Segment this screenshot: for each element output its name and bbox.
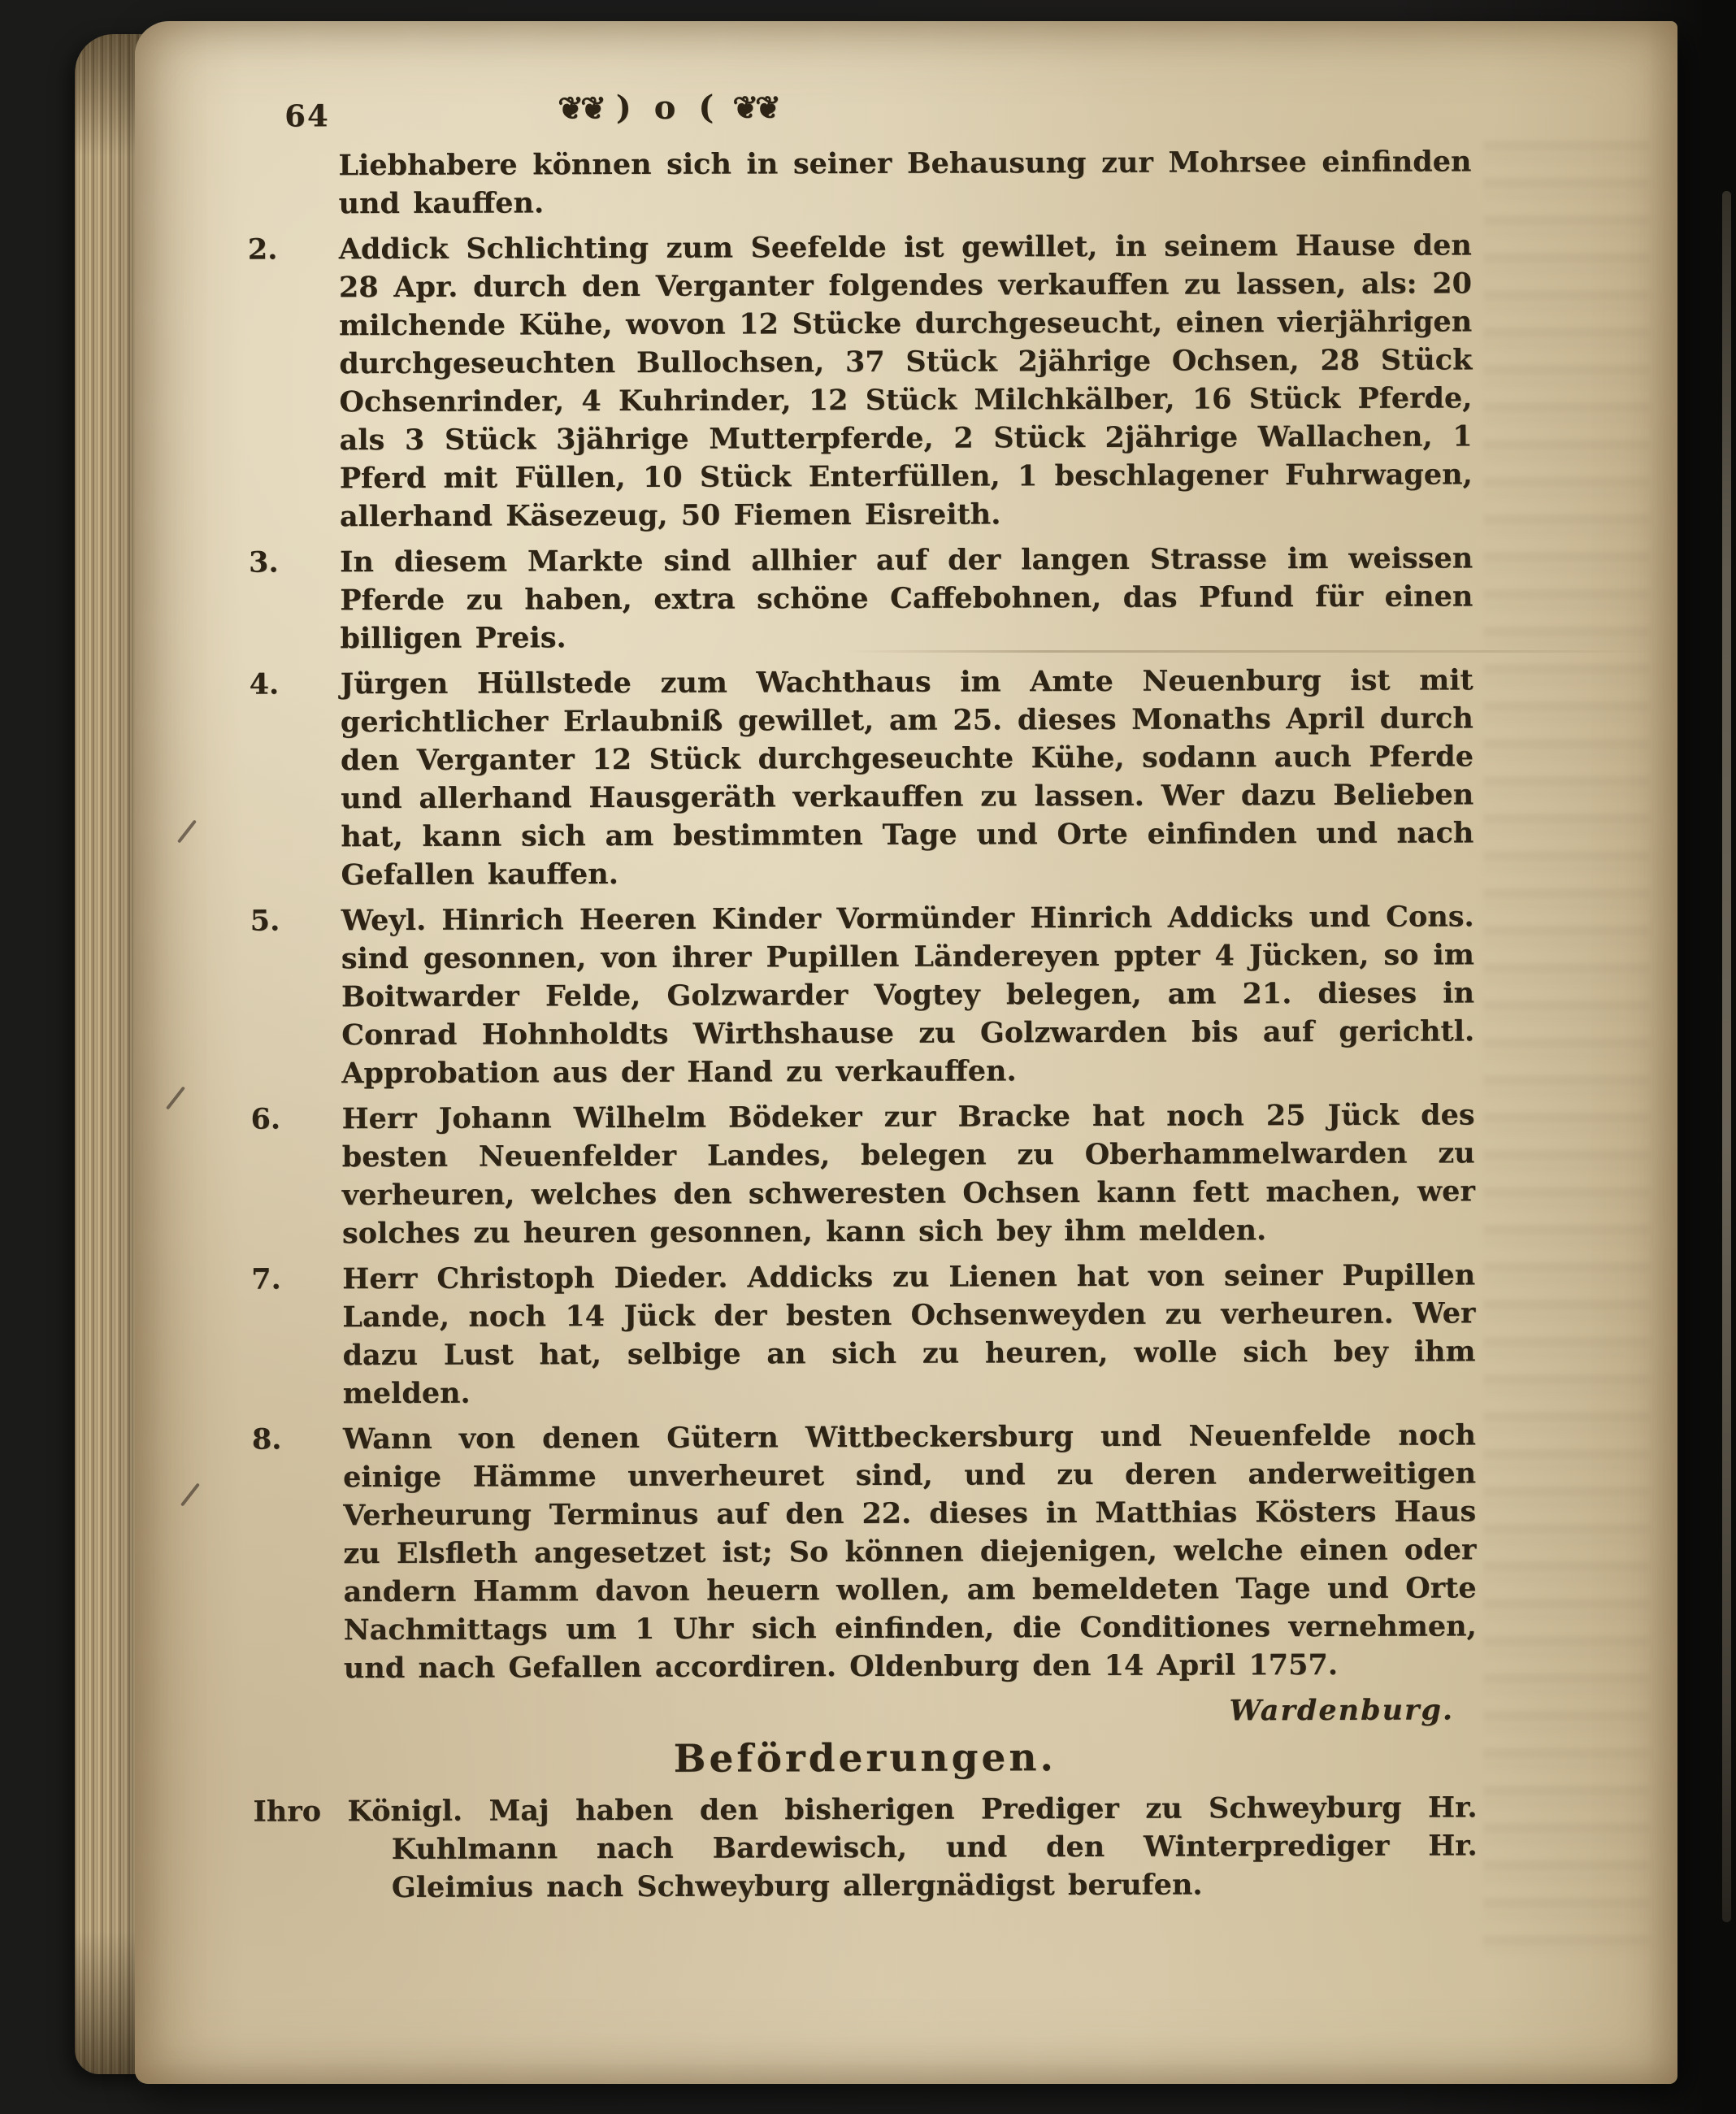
page-number: 64: [284, 98, 330, 134]
fleuron-left-icon: ❦❦: [558, 89, 603, 127]
margin-pencil-mark: [166, 1086, 185, 1109]
closing-paragraph: [253, 1788, 1477, 1907]
facing-page-edge: [1722, 191, 1731, 1922]
item-number: 6.: [250, 1102, 281, 1136]
paragraph-item-7: [251, 1256, 1476, 1413]
fleuron-right-icon: ❦❦: [732, 89, 779, 126]
section-heading: Beförderungen.: [673, 1735, 1057, 1782]
paragraph-item-4: [250, 661, 1474, 894]
paragraph-text: Addick Schlichting zum Seefelde ist gewillet, in seinem Hause den 28 Apr. durch den Verganter folgendes verkauffen zu lassen, als: 20 milchende Kühe, wovon 12 Stücke durchgeseucht, einen vierjährigen durchgeseuchten Bullochsen, 37 Stück 2jährige Ochsen, 28 Stück Ochsenrinder, 4 Kuhrinder, 12 Stück Milchkälber, 16 Stück Pferde, als 3 Stück 3jährige Mutterpferde, 2 Stück 2jährige Wallachen, 1 Pferd mit Füllen, 10 Stück Enterfüllen, 1 beschlagener Fuhrwagen, allerhand Käsezeug, 50 Fiemen Eisreith.: [338, 228, 1473, 534]
margin-pencil-mark: [177, 819, 197, 843]
item-number: 7.: [251, 1262, 281, 1296]
book: [75, 21, 1677, 2084]
paragraph-item-8: [252, 1416, 1477, 1687]
paragraph-item-3: [249, 539, 1473, 658]
paragraph-text: Weyl. Hinrich Heeren Kinder Vormünder Hinrich Addicks und Cons. sind gesonnen, von ihrer Pupillen Ländereyen ppter 4 Jücken, so im Boitwarder Felde, Golzwarder Vogtey belegen, am 21. dieses in Conrad Hohnholdts Wirthshause zu Golzwarden bis auf gerichtl. Approbation aus der Hand zu verkauffen.: [341, 900, 1475, 1091]
paragraph-text: Jürgen Hüllstede zum Wachthaus im Amte Neuenburg ist mit gerichtlicher Erlaubniß gewillet, am 25. dieses Monaths April durch den Verganter 12 Stück durchgeseuchte Kühe, sodann auch Pferde und allerhand Hausgeräth verkauffen zu lassen. Wer dazu Belieben hat, kann sich am bestimmten Tage und Orte einfinden und nach Gefallen kauffen.: [340, 663, 1474, 892]
ink-bleedthrough: [1483, 127, 1650, 1956]
paragraph-text: Ihro Königl. Maj haben den bisherigen Prediger zu Schweyburg Hr. Kuhlmann nach Bardewisch, und den Winterprediger Hr. Gleimius nach Schweyburg allergnädigst berufen.: [253, 1791, 1478, 1905]
paragraph-item-2: [248, 226, 1473, 536]
paragraph-text: Herr Christoph Dieder. Addicks zu Lienen hat von seiner Pupillen Lande, noch 14 Jück der besten Ochsenweyden zu verheuren. Wer dazu Lust hat, selbige an sich zu heuren, wolle sich bey ihm melden.: [342, 1258, 1476, 1411]
paragraph-item-6: [250, 1096, 1475, 1252]
paragraph-text: In diesem Markte sind allhier auf der langen Strasse im weissen Pferde zu haben, extra schöne Caffebohnen, das Pfund für einen billigen Preis.: [340, 541, 1473, 656]
item-number: 8.: [251, 1422, 282, 1456]
printed-text-block: [247, 82, 1478, 1907]
item-number: 2.: [247, 232, 278, 267]
header-ornament: [558, 88, 778, 127]
margin-pencil-mark: [180, 1482, 200, 1506]
item-number: 3.: [249, 545, 279, 580]
paragraph-continuation: [247, 142, 1471, 223]
page: [135, 21, 1677, 2084]
page-header: [247, 82, 1471, 146]
signature: Wardenburg.: [1229, 1693, 1455, 1728]
paragraph-item-5: [250, 897, 1475, 1092]
header-ornament-center: ) o (: [615, 88, 720, 128]
item-number: 4.: [249, 667, 280, 701]
page-content: [247, 142, 1478, 1907]
item-number: 5.: [250, 904, 280, 938]
paragraph-text: Wann von denen Gütern Wittbeckersburg und Neuenfelde noch einige Hämme unverheuret sind, und zu deren anderweitigen Verheurung Terminus auf den 22. dieses in Matthias Kösters Haus zu Elsfleth angesetzet ist; So können diejenigen, welche einen oder andern Hamm davon heuern wollen, am bemeldeten Tage und Orte Nachmittags um 1 Uhr sich einfinden, die Conditiones vernehmen, und nach Gefallen accordiren. Oldenburg den 14 April 1757.: [342, 1418, 1477, 1686]
paragraph-text: Herr Johann Wilhelm Bödeker zur Bracke hat noch 25 Jück des besten Neuenfelder Landes, belegen zu Oberhammelwarden zu verheuren, welches den schweresten Ochsen kann fett machen, wer solches zu heuren gesonnen, kann sich bey ihm melden.: [341, 1098, 1475, 1251]
paragraph-text: Liebhabere können sich in seiner Behausung zur Mohrsee einfinden und kauffen.: [338, 145, 1472, 221]
